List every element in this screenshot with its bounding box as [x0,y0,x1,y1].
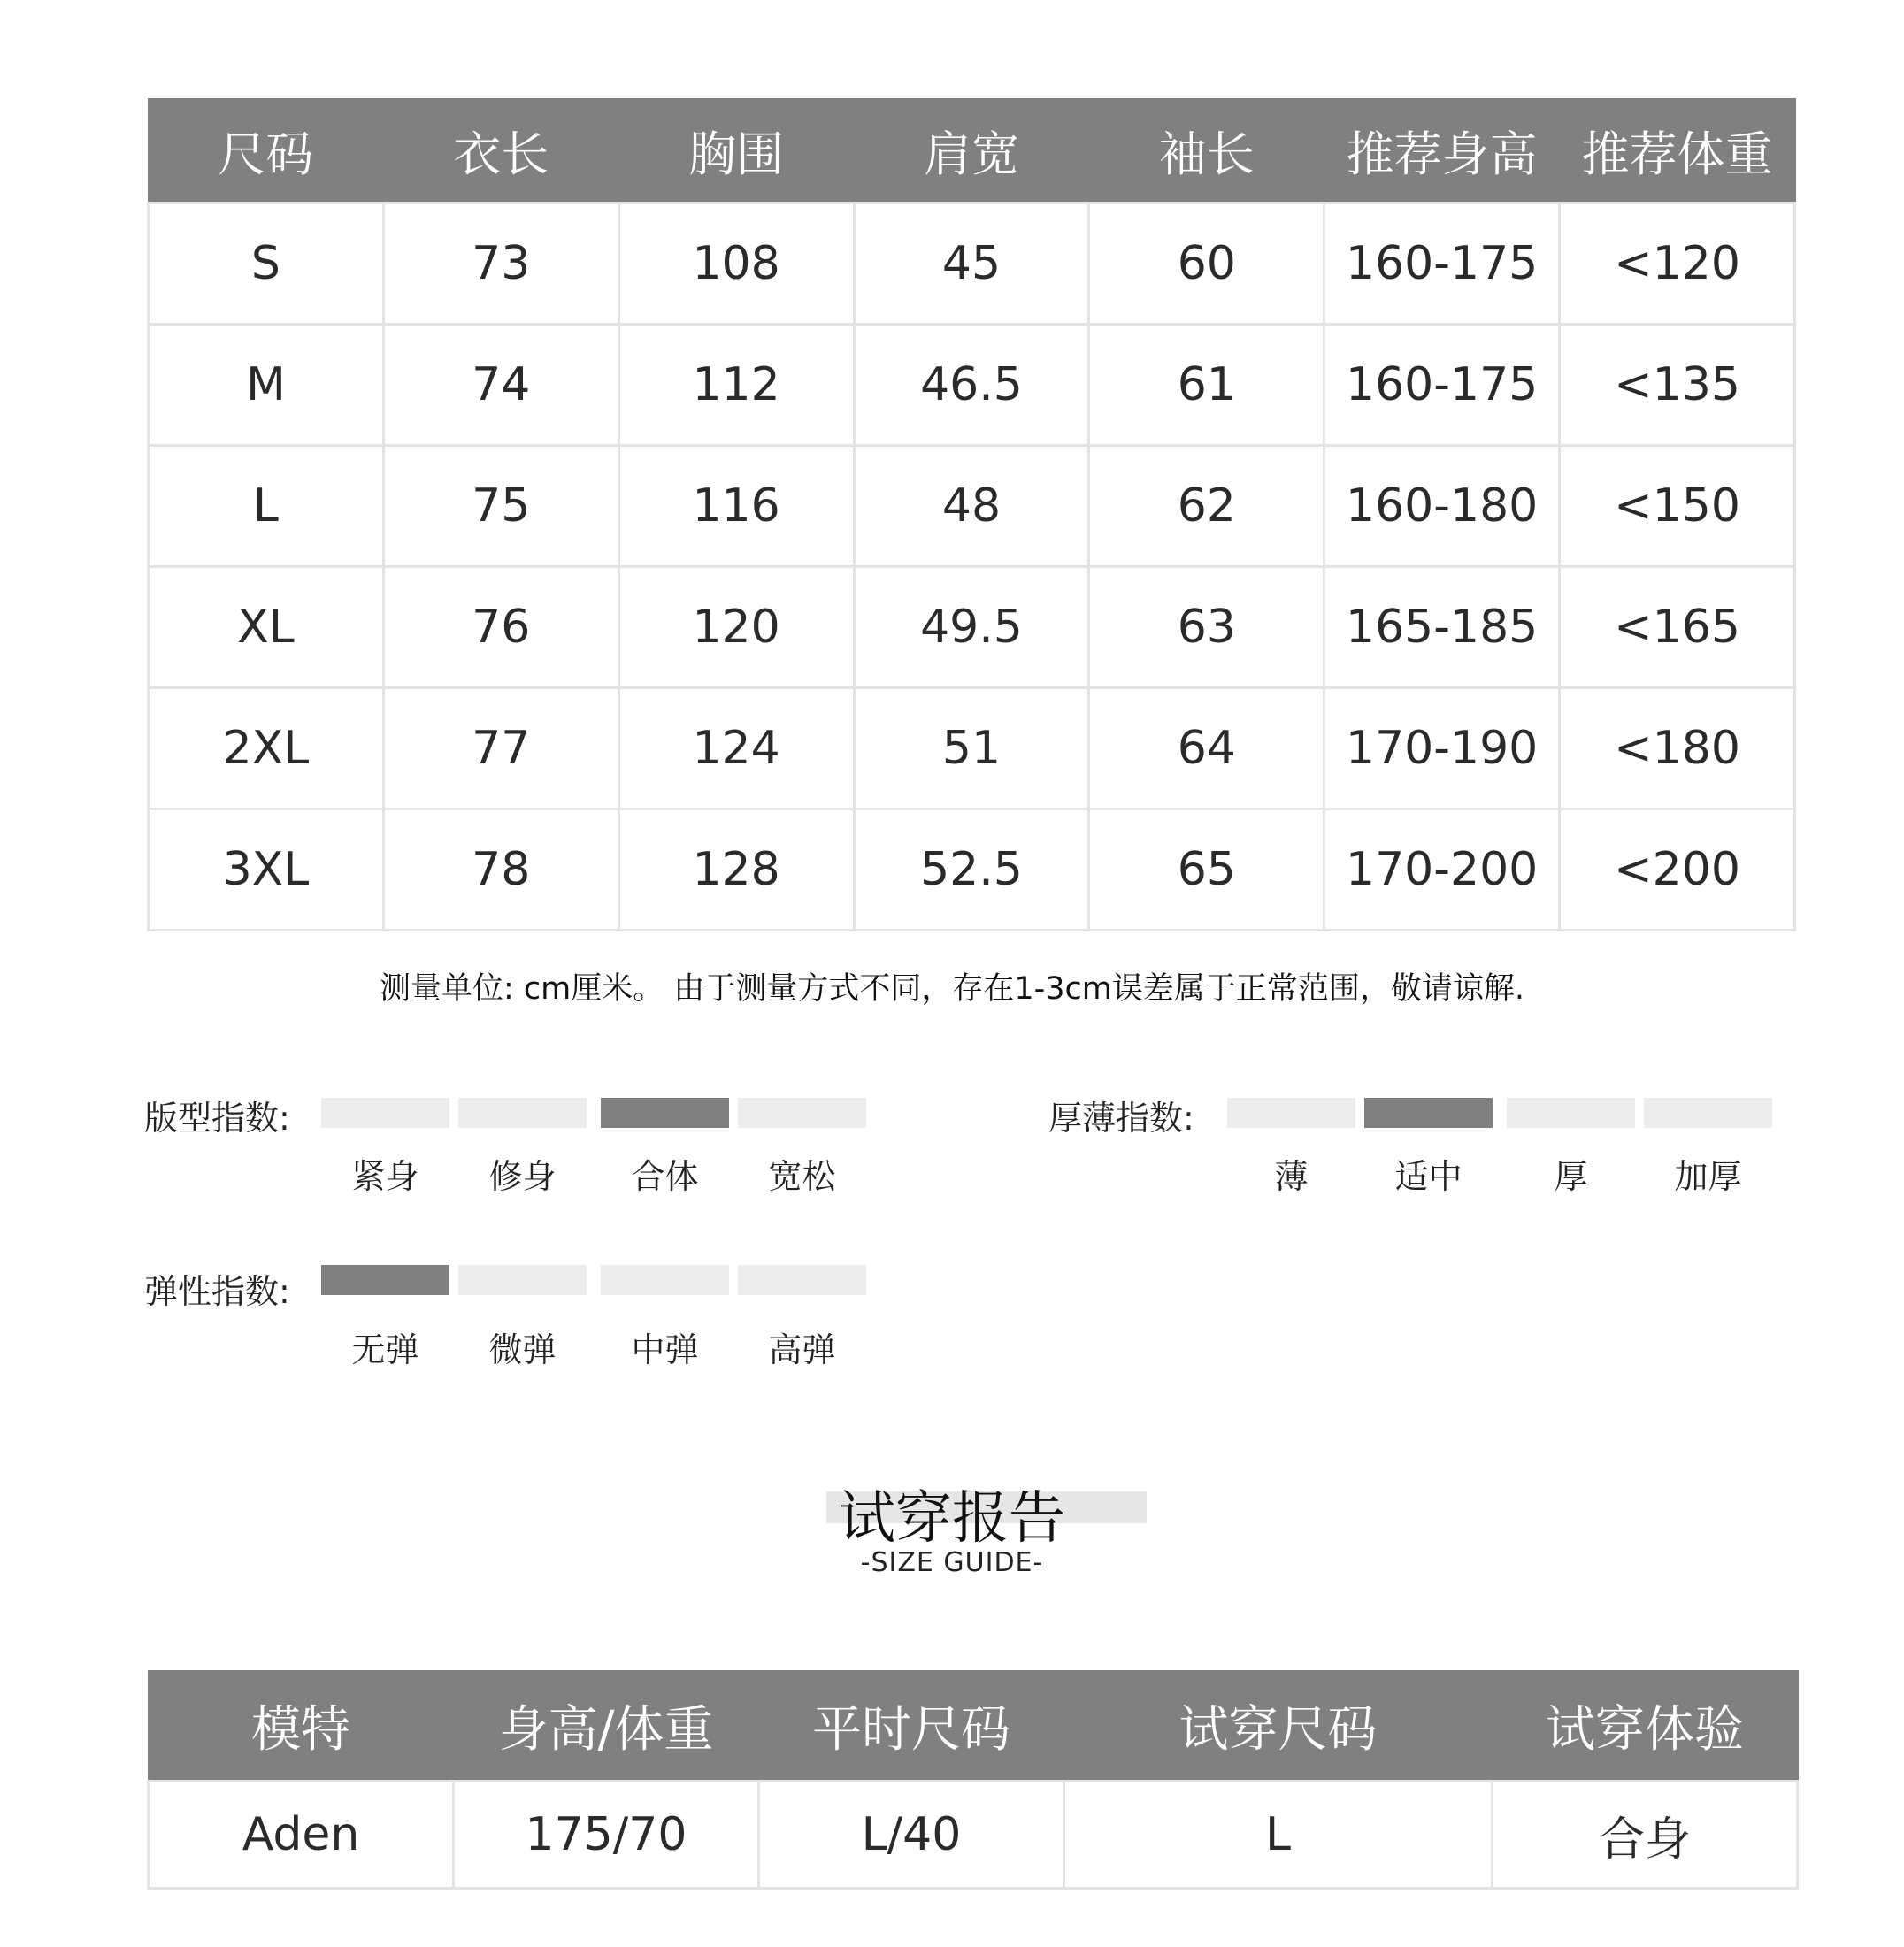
table-cell: S [149,203,384,325]
table-cell: 75 [383,446,618,567]
table-cell: 46.5 [854,325,1089,446]
elasticity-index-bar [601,1265,729,1295]
fit-index-bar [321,1098,449,1128]
table-row [149,446,1795,567]
table-cell: 合身 [1493,1782,1798,1889]
header-weight: 推荐体重 [1560,99,1795,203]
table-cell: 108 [618,203,854,325]
table-cell: 74 [383,325,618,446]
fit-index [144,1091,879,1197]
table-cell: L [149,446,384,567]
table-cell: 51 [854,688,1089,809]
table-cell: 160-175 [1324,203,1560,325]
size-table-header-row [149,99,1795,203]
tryon-subtitle: -SIZE GUIDE- [860,1547,1044,1578]
table-cell: <135 [1560,325,1795,446]
header-tried-size: 试穿尺码 [1064,1671,1493,1782]
table-cell: 165-185 [1324,567,1560,688]
thickness-option-label: 适中 [1394,1157,1463,1196]
elasticity-option-label: 高弹 [768,1330,836,1369]
table-cell: 124 [618,688,854,809]
table-row [149,688,1795,809]
table-row [149,809,1795,931]
table-cell: 64 [1089,688,1324,809]
header-experience: 试穿体验 [1493,1671,1798,1782]
table-row [149,1782,1798,1889]
thickness-option-label: 加厚 [1674,1157,1742,1196]
table-cell: 60 [1089,203,1324,325]
header-height-weight: 身高/体重 [454,1671,759,1782]
tryon-table [147,1670,1799,1890]
thickness-index-bar [1644,1098,1772,1128]
table-cell: M [149,325,384,446]
table-cell: XL [149,567,384,688]
elasticity-index [144,1264,879,1370]
thickness-option-label: 薄 [1274,1157,1309,1196]
table-cell: <120 [1560,203,1795,325]
measurement-note: 测量单位: cm厘米。 由于测量方式不同，存在1-3cm误差属于正常范围，敬请谅解. [379,971,1524,1007]
header-sleeve: 袖长 [1089,99,1324,203]
thickness-index [1048,1091,1792,1197]
table-cell: 73 [383,203,618,325]
table-cell: Aden [149,1782,454,1889]
size-table [147,98,1796,931]
table-cell: 175/70 [454,1782,759,1889]
table-row [149,203,1795,325]
thickness-index-bar [1227,1098,1355,1128]
table-cell: 62 [1089,446,1324,567]
fit-index-bar [738,1098,866,1128]
table-cell: 78 [383,809,618,931]
header-shoulder: 肩宽 [854,99,1089,203]
table-cell: 2XL [149,688,384,809]
elasticity-index-bar [738,1265,866,1295]
header-chest: 胸围 [618,99,854,203]
tryon-title: 试穿报告 [839,1486,1065,1552]
table-cell: <165 [1560,567,1795,688]
thickness-option-label: 厚 [1554,1157,1588,1196]
table-cell: L/40 [759,1782,1064,1889]
fit-index-label: 版型指数: [144,1099,290,1138]
table-cell: 61 [1089,325,1324,446]
thickness-index-bar [1507,1098,1635,1128]
fit-option-label: 紧身 [351,1157,419,1196]
table-cell: 45 [854,203,1089,325]
header-length: 衣长 [383,99,618,203]
thickness-index-label: 厚薄指数: [1048,1099,1194,1138]
elasticity-option-label: 无弹 [351,1330,419,1369]
table-cell: 170-200 [1324,809,1560,931]
fit-option-label: 修身 [488,1157,557,1196]
table-cell: 77 [383,688,618,809]
table-cell: 65 [1089,809,1324,931]
table-row [149,325,1795,446]
table-cell: 52.5 [854,809,1089,931]
table-cell: <150 [1560,446,1795,567]
table-cell: <200 [1560,809,1795,931]
table-cell: 48 [854,446,1089,567]
table-cell: 49.5 [854,567,1089,688]
table-cell: 116 [618,446,854,567]
table-cell: 128 [618,809,854,931]
elasticity-option-label: 中弹 [631,1330,699,1369]
tryon-table-header-row [149,1671,1798,1782]
header-usual-size: 平时尺码 [759,1671,1064,1782]
fit-option-label: 合体 [631,1157,699,1196]
thickness-index-bar [1364,1098,1493,1128]
header-height: 推荐身高 [1324,99,1560,203]
elasticity-option-label: 微弹 [488,1330,557,1369]
table-cell: 160-180 [1324,446,1560,567]
table-cell: 120 [618,567,854,688]
table-cell: 63 [1089,567,1324,688]
table-cell: 3XL [149,809,384,931]
table-cell: 170-190 [1324,688,1560,809]
header-model: 模特 [149,1671,454,1782]
elasticity-index-bar [458,1265,587,1295]
table-cell: 160-175 [1324,325,1560,446]
table-row [149,567,1795,688]
table-cell: 112 [618,325,854,446]
table-cell: 76 [383,567,618,688]
table-cell: <180 [1560,688,1795,809]
fit-index-bar [458,1098,587,1128]
fit-option-label: 宽松 [768,1157,836,1196]
header-size: 尺码 [149,99,384,203]
fit-index-bar [601,1098,729,1128]
elasticity-index-bar [321,1265,449,1295]
elasticity-index-label: 弹性指数: [144,1272,290,1311]
table-cell: L [1064,1782,1493,1889]
